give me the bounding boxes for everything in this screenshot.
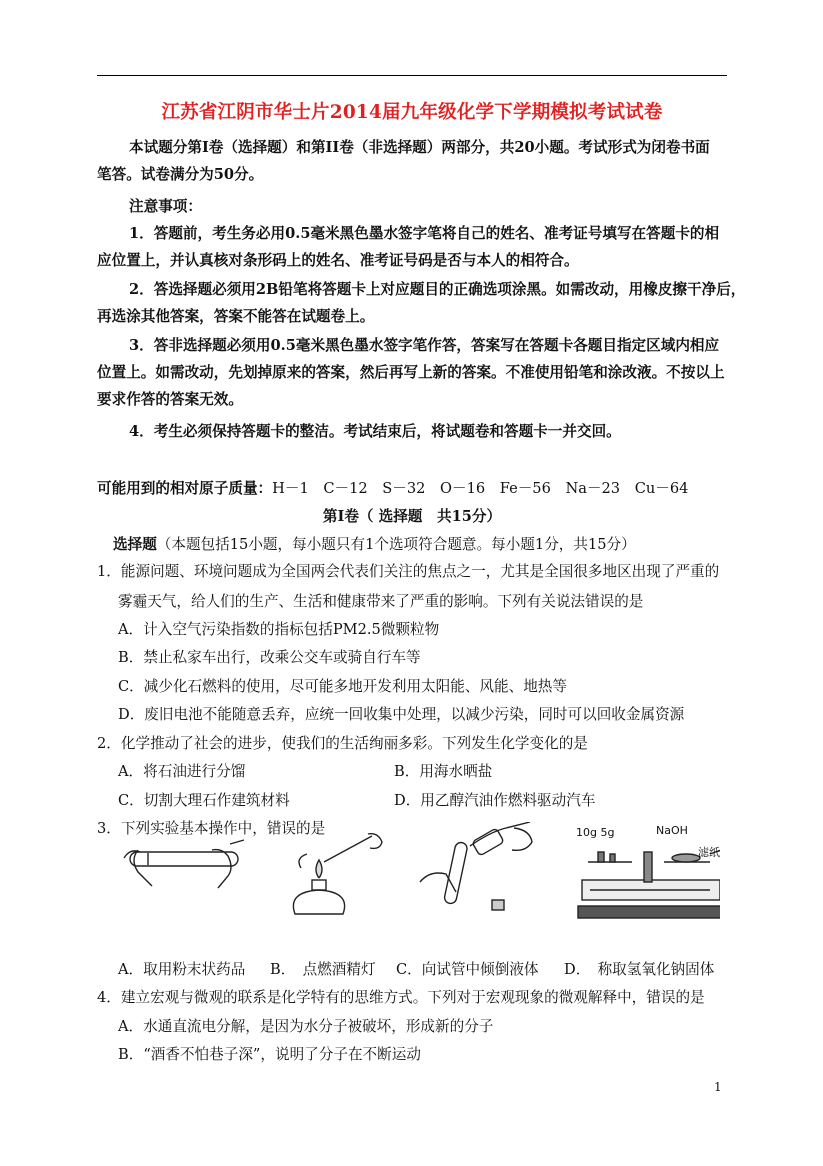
powder-tube-figure <box>124 840 244 888</box>
intro-line-2: 笔答。试卷满分为50分。 <box>97 166 264 183</box>
section-desc-label: 选择题 <box>113 536 157 553</box>
q2-stem: 2．化学推动了社会的进步，使我们的生活绚丽多彩。下列发生化学变化的是 <box>97 735 588 752</box>
header-rule <box>97 75 727 76</box>
q1-option-c: C．减少化石燃料的使用，尽可能多地开发利用太阳能、风能、地热等 <box>118 678 567 695</box>
q1-option-d: D．废旧电池不能随意丢弃，应统一回收集中处理，以减少污染，同时可以回收金属资源 <box>118 706 685 723</box>
atomic-mass-label: 可能用到的相对原子质量： <box>97 480 273 497</box>
q3-figures <box>120 822 720 926</box>
section-description <box>113 535 636 555</box>
notice-heading: 注意事项： <box>129 198 202 215</box>
q1-option-b: B．禁止私家车出行，改乘公交车或骑自行车等 <box>118 649 421 666</box>
pour-liquid-figure <box>420 822 532 910</box>
q3-option-c: C．向试管中倾倒液体 <box>396 961 539 978</box>
notice-line-4: 再选涂其他答案，答案不能答在试题卷上。 <box>97 308 375 325</box>
q3-option-a: A．取用粉末状药品 <box>118 961 246 978</box>
notice-line-7: 要求作答的答案无效。 <box>97 391 243 408</box>
intro-line-1: 本试题分第I卷（选择题）和第II卷（非选择题）两部分，共20小题。考试形式为闭卷书面 <box>129 139 710 156</box>
alcohol-lamp-figure <box>293 834 382 914</box>
section-title: 第Ⅰ卷（ 选择题 共15分） <box>322 508 502 525</box>
atomic-mass-row <box>97 479 688 499</box>
page-number: 1 <box>714 1080 722 1094</box>
q2-option-b: B．用海水晒盐 <box>394 763 493 780</box>
q4-stem: 4．建立宏观与微观的联系是化学特有的思维方式。下列对于宏观现象的微观解释中，错误的是 <box>97 989 705 1006</box>
naoh-label: NaOH <box>656 824 688 837</box>
balance-figure <box>576 824 720 918</box>
q2-option-d: D．用乙醇汽油作燃料驱动汽车 <box>394 792 596 809</box>
q2-option-c: C．切割大理石作建筑材料 <box>118 792 290 809</box>
atomic-mass-values: H－1 C－12 S－32 O－16 Fe－56 Na－23 Cu－64 <box>272 480 689 497</box>
notice-line-3: 2．答选择题必须用2B铅笔将答题卡上对应题目的正确选项涂黑。如需改动，用橡皮擦干净后， <box>129 281 746 298</box>
exam-title: 江苏省江阴市华士片2014届九年级化学下学期模拟考试试卷 <box>161 102 663 123</box>
q3-option-b: B． 点燃酒精灯 <box>270 961 376 978</box>
q3-option-d: D． 称取氢氧化钠固体 <box>564 961 715 978</box>
notice-line-5: 3．答非选择题必须用0.5毫米黑色墨水签字笔作答，答案写在答题卡各题目指定区域内相应 <box>129 337 720 354</box>
notice-line-1: 1．答题前，考生务必用0.5毫米黑色墨水签字笔将自己的姓名、准考证号填写在答题卡的相 <box>129 225 720 242</box>
filter-paper-label: 滤纸 <box>698 846 720 859</box>
q4-option-a: A．水通直流电分解，是因为水分子被破坏，形成新的分子 <box>118 1018 494 1035</box>
weights-label: 10g 5g <box>576 826 615 839</box>
notice-line-8: 4．考生必须保持答题卡的整洁。考试结束后，将试题卷和答题卡一并交回。 <box>129 423 621 440</box>
q4-option-b: B．“酒香不怕巷子深”，说明了分子在不断运动 <box>118 1046 421 1063</box>
q1-stem-line-2: 雾霾天气，给人们的生产、生活和健康带来了严重的影响。下列有关说法错误的是 <box>118 593 644 610</box>
section-desc-text: （本题包括15小题，每小题只有1个选项符合题意。每小题1分，共15分） <box>156 536 636 553</box>
q1-option-a: A．计入空气污染指数的指标包括PM2.5微颗粒物 <box>118 621 440 638</box>
notice-line-6: 位置上。如需改动，先划掉原来的答案，然后再写上新的答案。不准使用铅笔和涂改液。不按以上 <box>97 364 725 381</box>
q3-stem: 3．下列实验基本操作中，错误的是 <box>97 820 326 837</box>
q1-stem-line-1: 1．能源问题、环境问题成为全国两会代表们关注的焦点之一，尤其是全国很多地区出现了严重的 <box>97 563 720 580</box>
notice-line-2: 应位置上，并认真核对条形码上的姓名、准考证号码是否与本人的相符合。 <box>97 252 579 269</box>
q2-option-a: A．将石油进行分馏 <box>118 763 246 780</box>
